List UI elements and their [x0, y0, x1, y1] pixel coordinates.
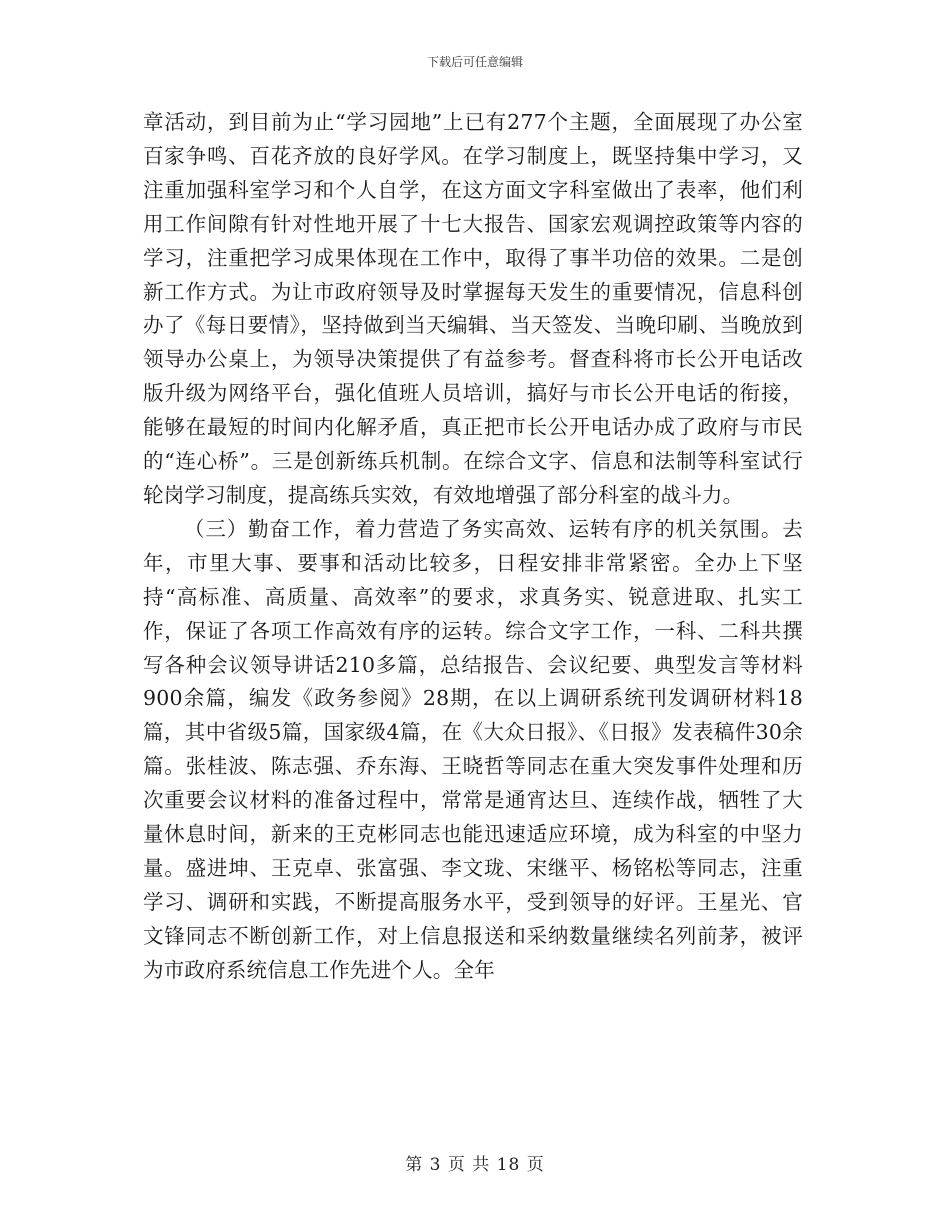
document-body	[143, 106, 803, 988]
page-footer: 第 3 页 共 18 页	[405, 1155, 545, 1175]
page-header: 下载后可任意编辑	[426, 55, 523, 69]
paragraph-continued: 章活动，到目前为止“学习园地”上已有277个主题，全面展现了办公室百家争鸣、百花齐放的良好学风。在学习制度上，既坚持集中学习，又注重加强科室学习和个人自学，在这方面文字科室做出了表率，他们利用工作间隙有针对性地开展了十七大报告、国家宏观调控政策等内容的学习，注重把学习成果体现在工作中，取得了事半功倍的效果。二是创新工作方式。为让市政府领导及时掌握每天发生的重要情况，信息科创办了《每日要情》，坚持做到当天编辑、当天签发、当晚印刷、当晚放到领导办公桌上，为领导决策提供了有益参考。督查科将市长公开电话改版升级为网络平台，强化值班人员培训，搞好与市长公开电话的衔接，能够在最短的时间内化解矛盾，真正把市长公开电话办成了政府与市民的“连心桥”。三是创新练兵机制。在综合文字、信息和法制等科室试行轮岗学习制度，提高练兵实效，有效地增强了部分科室的战斗力。	[143, 110, 803, 507]
paragraph-section-three: （三）勤奋工作，着力营造了务实高效、运转有序的机关氛围。去年，市里大事、要事和活动比较多，日程安排非常紧密。全办上下坚持“高标准、高质量、高效率”的要求，求真务实、锐意进取、扎实工作，保证了各项工作高效有序的运转。综合文字工作，一科、二科共撰写各种会议领导讲话210多篇，总结报告、会议纪要、典型发言等材料900余篇，编发《政务参阅》28期，在以上调研系统刊发调研材料18篇，其中省级5篇，国家级4篇，在《大众日报》、《日报》发表稿件30余篇。张桂波、陈志强、乔东海、王晓哲等同志在重大突发事件处理和历次重要会议材料的准备过程中，常常是通宵达旦、连续作战，牺牲了大量休息时间，新来的王克彬同志也能迅速适应环境，成为科室的中坚力量。盛进坤、王克卓、张富强、李文珑、宋继平、杨铭松等同志，注重学习、调研和实践，不断提高服务水平，受到领导的好评。王星光、官文锋同志不断创新工作，对上信息报送和采纳数量继续名列前茅，被评为市政府系统信息工作先进个人。全年	[143, 516, 803, 982]
